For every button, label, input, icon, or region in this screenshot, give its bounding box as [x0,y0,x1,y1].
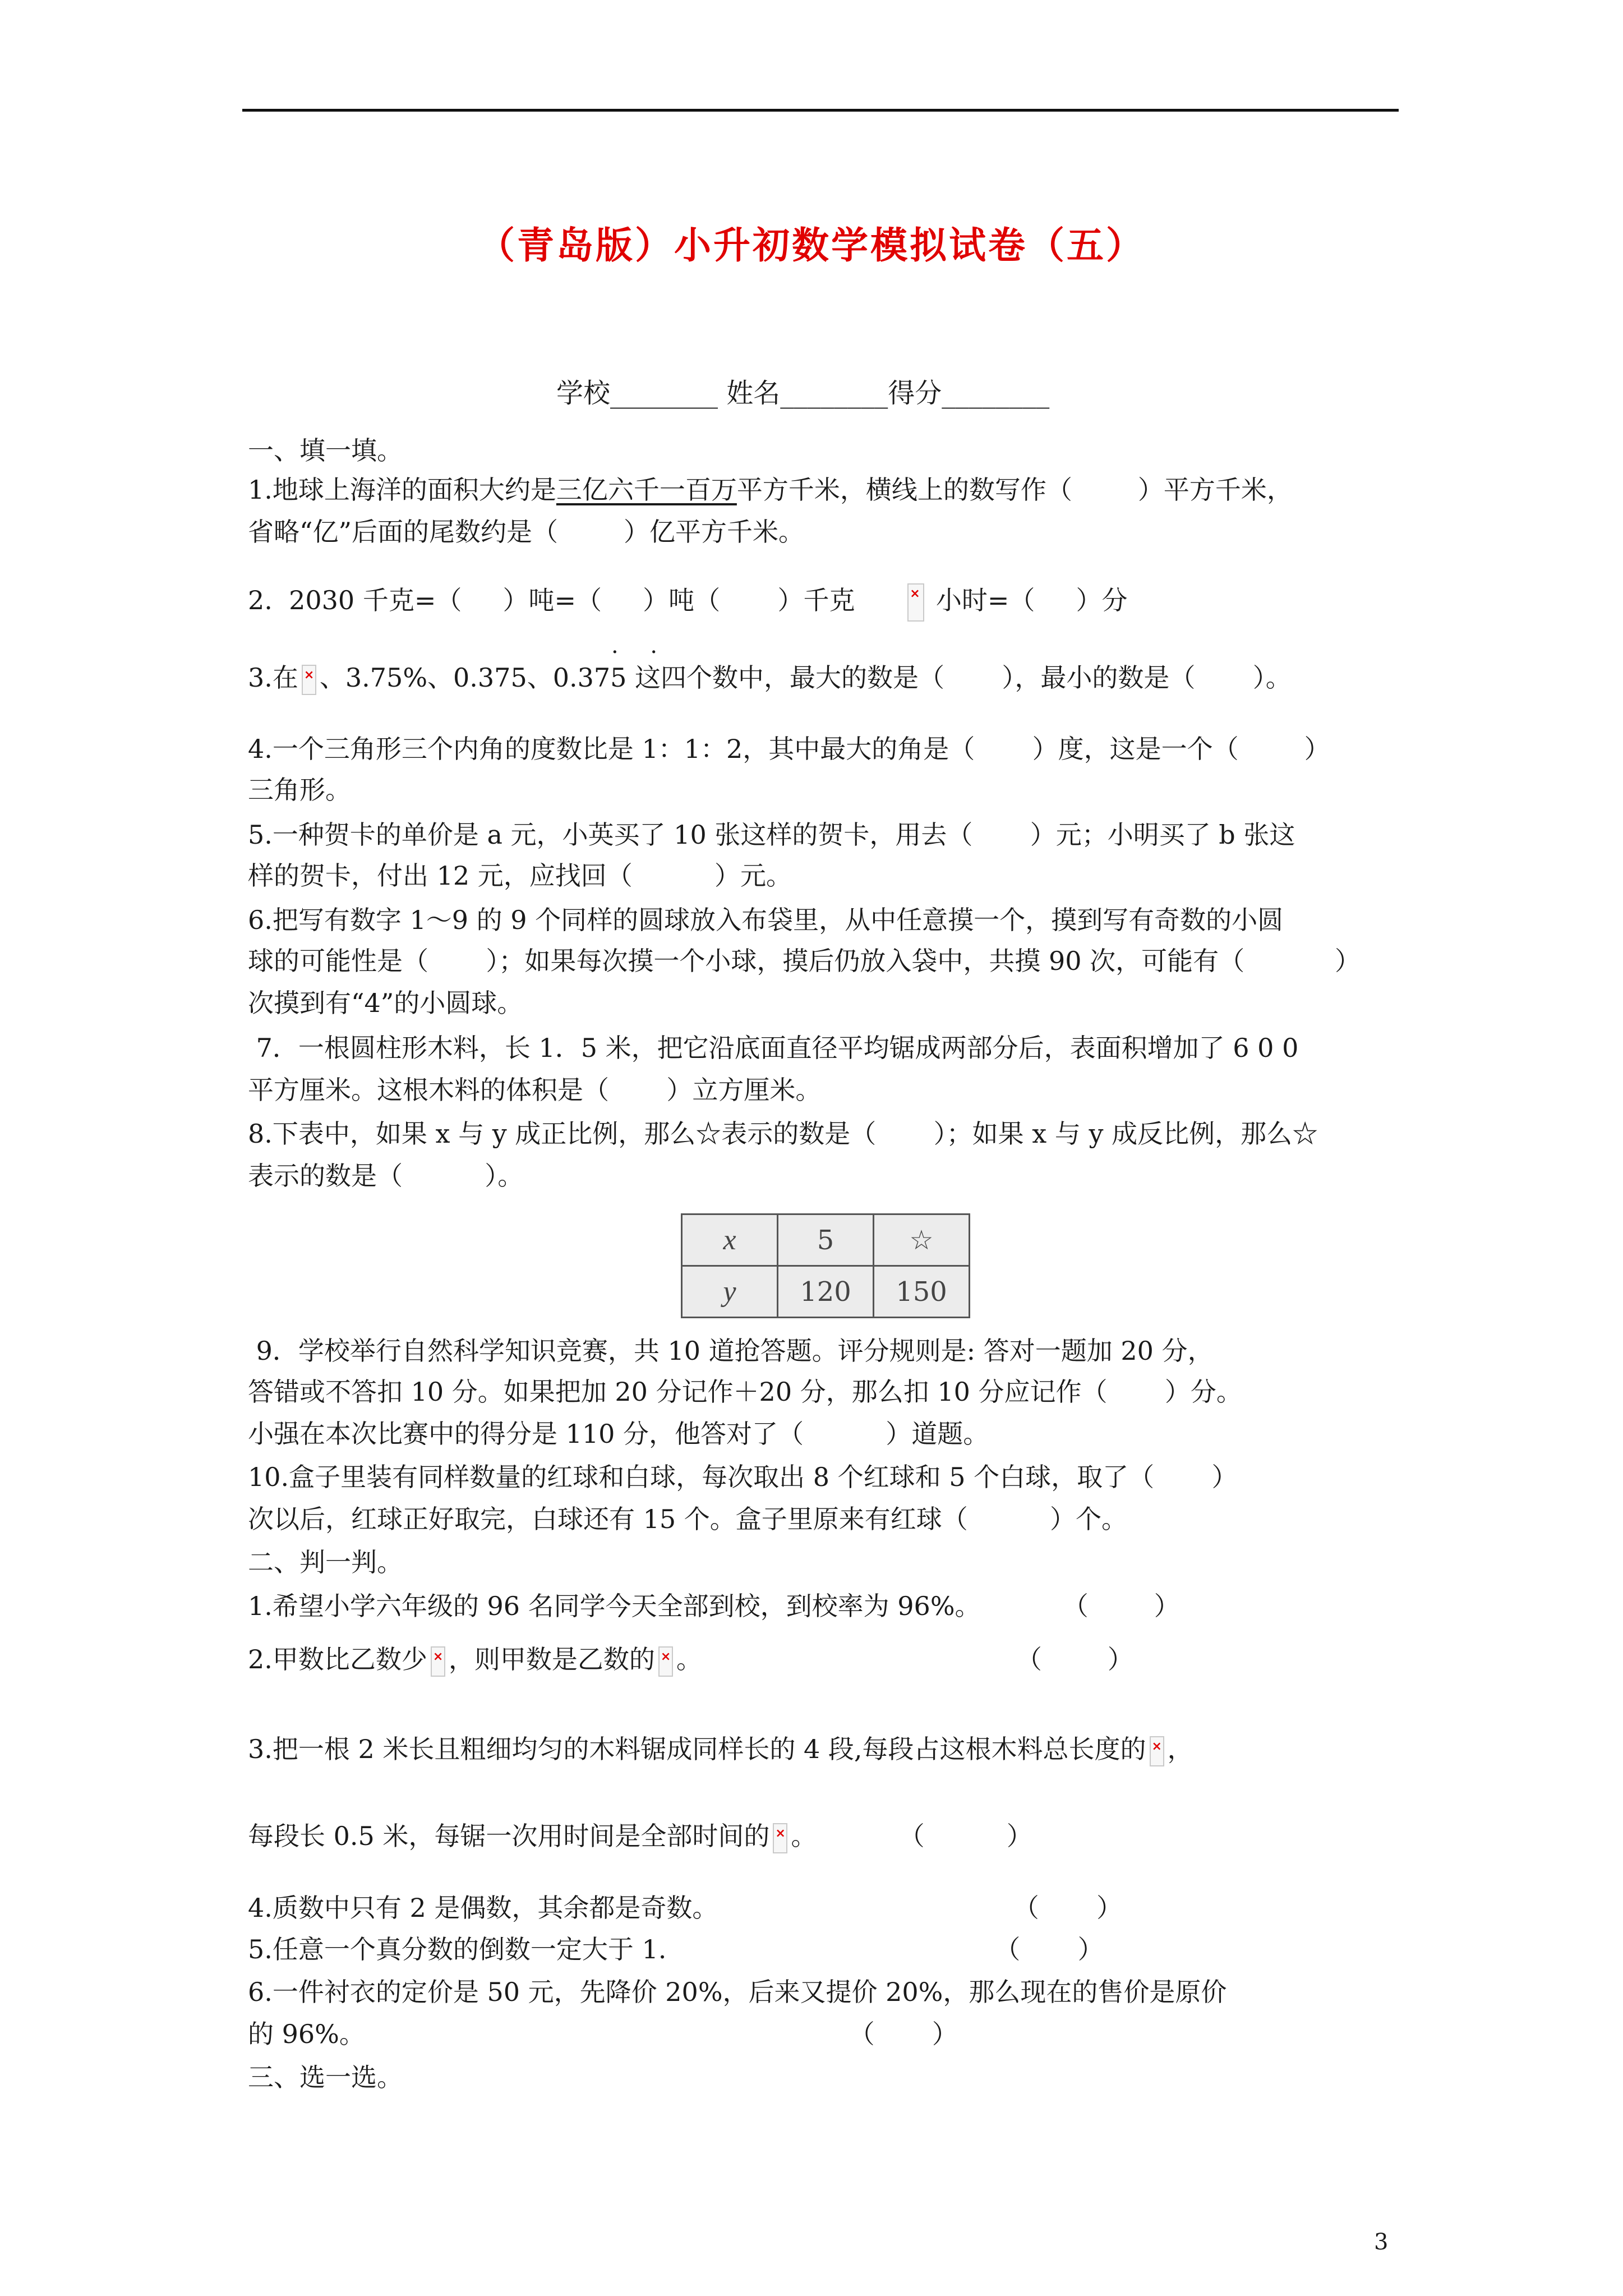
fraction-image-placeholder-icon [658,1646,673,1677]
table-row [682,1266,970,1318]
q7-line2: 平方厘米。这根木料的体积是（ ）立方厘米。 [248,1075,822,1105]
section3-heading: 三、选一选。 [248,2062,403,2092]
section1-heading: 一、填一填。 [248,435,403,466]
header-rule [242,109,1399,112]
q4-line1: 4.一个三角形三个内角的度数比是 1：1：2，其中最大的角是（ ）度，这是一个（ ） [248,734,1330,764]
q6-line2: 球的可能性是（ ）；如果每次摸一个小球，摸后仍放入袋中，共摸 90 次，可能有（ ） [248,946,1361,976]
judge-q5: 5.任意一个真分数的倒数一定大于 1. （ ） [248,1934,1104,1964]
judge-q3-line2: 每段长 0.5 米，每锯一次用时间是全部时间的 × 。 （ ） [248,1823,1032,1853]
q8-line2: 表示的数是（ ）。 [248,1161,524,1191]
judge-q2: 2.甲数比乙数少 × ，则甲数是乙数的 × 。 （ ） [248,1646,1133,1677]
q2-line: 2. 2030 千克=（ ）吨=（ ）吨（ ）千克 × 小时=（ ）分 [248,583,1128,622]
q6-line3: 次摸到有“4”的小圆球。 [248,988,523,1018]
q6-line1: 6.把写有数字 1～9 的 9 个同样的圆球放入布袋里，从中任意摸一个，摸到写有奇数的小圆 [248,905,1284,935]
q9-line3: 小强在本次比赛中的得分是 110 分，他答对了（ ）道题。 [248,1419,989,1449]
judge-q6-line1: 6.一件衬衣的定价是 50 元，先降价 20%，后来又提价 20%，那么现在的售价是原价 [248,1977,1227,2007]
fraction-image-placeholder-icon [907,583,924,622]
table-cell: y [682,1266,778,1318]
q10-line1: 10.盒子里装有同样数量的红球和白球，每次取出 8 个红球和 5 个白球，取了（ ） [248,1462,1238,1492]
q1-line2: 省略“亿”后面的尾数约是（ ）亿平方千米。 [248,517,805,547]
q3-line: 3.在 × 、3.75%、0.375、0.375 这四个数中，最大的数是（ ），最小的数是（ ）。 [248,665,1292,695]
fraction-image-placeholder-icon [431,1646,445,1677]
proportion-table [681,1213,970,1318]
q5-line1: 5.一种贺卡的单价是 a 元，小英买了 10 张这样的贺卡，用去（ ）元；小明买了 b 张这 [248,820,1295,850]
q9-line2: 答错或不答扣 10 分。如果把加 20 分记作＋20 分，那么扣 10 分应记作（ ）分。 [248,1377,1242,1407]
q9-line1: 9．学校举行自然科学知识竞赛，共 10 道抢答题。评分规则是: 答对一题加 20 分， [248,1336,1214,1366]
q10-line2: 次以后，红球正好取完，白球还有 15 个。盒子里原来有红球（ ）个。 [248,1504,1127,1534]
table-row [682,1214,970,1266]
q4-line2: 三角形。 [248,775,351,805]
repeating-decimal-dots: · · [611,639,670,665]
table-cell: 5 [778,1214,874,1266]
table-cell: 150 [874,1266,970,1318]
section2-heading: 二、判一判。 [248,1547,403,1577]
q1-underlined-number: 三亿六千一百万 [556,475,737,505]
fraction-image-placeholder-icon [302,665,316,695]
student-info-line: 学校________ 姓名________得分________ [556,378,1050,409]
table-cell: x [682,1214,778,1266]
judge-q3-line1: 3.把一根 2 米长且粗细均匀的木料锯成同样长的 4 段,每段占这根木料总长度的 × ， [248,1736,1193,1766]
judge-q1: 1.希望小学六年级的 96 名同学今天全部到校，到校率为 96%。 （ ） [248,1591,1180,1621]
q5-line2: 样的贺卡，付出 12 元，应找回（ ）元。 [248,861,792,891]
page-number: 3 [1374,2229,1389,2255]
judge-q4: 4.质数中只有 2 是偶数，其余都是奇数。 （ ） [248,1893,1123,1923]
table-cell: ☆ [874,1214,970,1266]
fraction-image-placeholder-icon [773,1823,787,1853]
fraction-image-placeholder-icon [1150,1736,1164,1766]
q1-line1: 1.地球上海洋的面积大约是三亿六千一百万平方千米，横线上的数写作（ ）平方千米， [248,475,1293,505]
table-cell: 120 [778,1266,874,1318]
page-title: （青岛版）小升初数学模拟试卷（五） [478,224,1145,267]
q8-line1: 8.下表中，如果 x 与 y 成正比例，那么☆表示的数是（ ）；如果 x 与 y 成反比例，那么☆ [248,1119,1318,1149]
q7-line1: 7．一根圆柱形木料，长 1．5 米，把它沿底面直径平均锯成两部分后，表面积增加了 6 0 0 [248,1033,1299,1063]
judge-q6-line2: 的 96%。 （ ） [248,2019,958,2049]
